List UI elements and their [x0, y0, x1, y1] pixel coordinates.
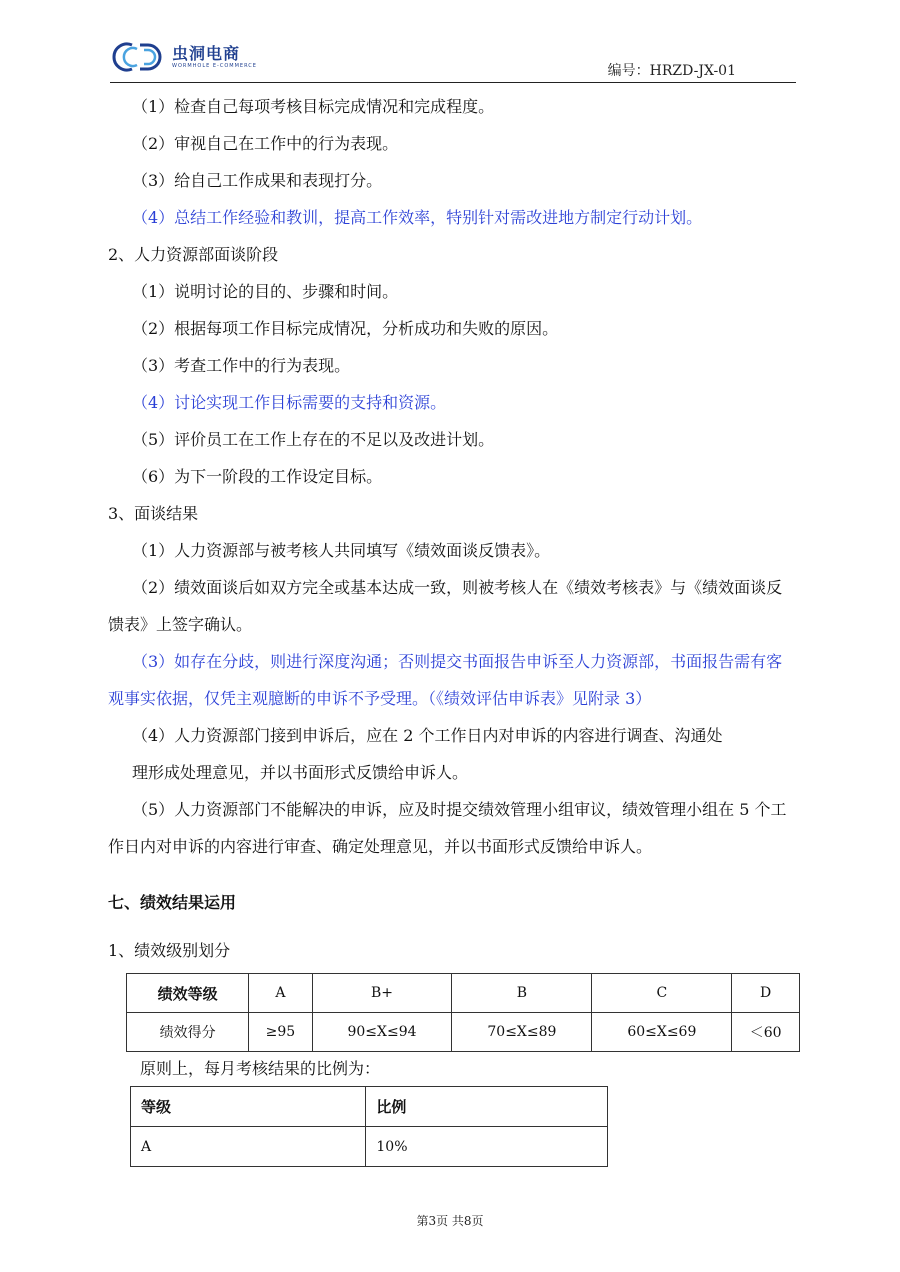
list-item-highlight: （4）讨论实现工作目标需要的支持和资源。 — [132, 393, 447, 412]
table-header-cell: 等级 — [131, 1087, 366, 1127]
table-cell: ≥95 — [249, 1013, 312, 1052]
subsection-title: 1、绩效级别划分 — [108, 941, 231, 960]
document-number: 编号：HRZD-JX-01 — [607, 63, 736, 79]
list-item: （3）给自己工作成果和表现打分。 — [132, 171, 383, 190]
subsection-title: 2、人力资源部面谈阶段 — [108, 245, 279, 264]
list-item: （1）人力资源部与被考核人共同填写《绩效面谈反馈表》。 — [132, 541, 551, 560]
list-item: （5）评价员工在工作上存在的不足以及改进计划。 — [132, 430, 495, 449]
grade-table — [126, 973, 800, 1052]
table-header-cell: 比例 — [366, 1087, 608, 1127]
section-title: 七、绩效结果运用 — [108, 893, 237, 912]
page-header — [110, 40, 796, 83]
table-cell: B — [452, 974, 592, 1013]
logo-en-text: WORMHOLE E-COMMERCE — [172, 63, 257, 69]
table-cell: ＜60 — [732, 1013, 800, 1052]
list-item: （2）根据每项工作目标完成情况，分析成功和失败的原因。 — [132, 319, 559, 338]
wormhole-logo-icon — [110, 40, 168, 74]
list-item: （4）人力资源部门接到申诉后，应在 2 个工作日内对申诉的内容进行调查、沟通处 — [132, 726, 723, 745]
list-item-highlight: （3）如存在分歧，则进行深度沟通；否则提交书面报告申诉至人力资源部，书面报告需有客观事实依据，仅凭主观臆断的申诉不予受理。（《绩效评估申诉表》见附录 3） — [108, 652, 783, 708]
ratio-table — [130, 1086, 608, 1167]
list-item: （1）检查自己每项考核目标完成情况和完成程度。 — [132, 97, 495, 116]
list-item-highlight: （4）总结工作经验和教训，提高工作效率，特别针对需改进地方制定行动计划。 — [132, 208, 703, 227]
table-row — [127, 1013, 800, 1052]
list-item: （1）说明讨论的目的、步骤和时间。 — [132, 282, 399, 301]
company-logo — [110, 40, 257, 74]
list-item: （3）考查工作中的行为表现。 — [132, 356, 351, 375]
table-cell: 70≤X≤89 — [452, 1013, 592, 1052]
table-cell: 10% — [366, 1127, 608, 1167]
subsection-title: 3、面谈结果 — [108, 504, 199, 523]
list-item: （5）人力资源部门不能解决的申诉，应及时提交绩效管理小组审议，绩效管理小组在 5 个工作日内对申诉的内容进行审查、确定处理意见，并以书面形式反馈给申诉人。 — [108, 800, 787, 856]
table-cell: 绩效等级 — [127, 974, 249, 1013]
list-item-continued: 理形成处理意见，并以书面形式反馈给申诉人。 — [132, 763, 469, 782]
table-row — [131, 1127, 608, 1167]
page-content — [108, 88, 798, 1167]
logo-cn-text: 虫洞电商 — [172, 44, 241, 63]
list-item: （6）为下一阶段的工作设定目标。 — [132, 467, 383, 486]
table-cell: 绩效得分 — [127, 1013, 249, 1052]
table-cell: 90≤X≤94 — [312, 1013, 452, 1052]
table-cell: 60≤X≤69 — [592, 1013, 732, 1052]
table-cell: C — [592, 974, 732, 1013]
table-row — [127, 974, 800, 1013]
table-row — [131, 1087, 608, 1127]
table-cell: B+ — [312, 974, 452, 1013]
list-item: （2）绩效面谈后如双方完全或基本达成一致，则被考核人在《绩效考核表》与《绩效面谈反馈表》上签字确认。 — [108, 578, 783, 634]
page-footer: 第3页 共8页 — [416, 1214, 484, 1228]
list-item: （2）审视自己在工作中的行为表现。 — [132, 134, 399, 153]
ratio-note: 原则上，每月考核结果的比例为： — [140, 1059, 381, 1078]
table-cell: A — [131, 1127, 366, 1167]
table-cell: D — [732, 974, 800, 1013]
table-cell: A — [249, 974, 312, 1013]
